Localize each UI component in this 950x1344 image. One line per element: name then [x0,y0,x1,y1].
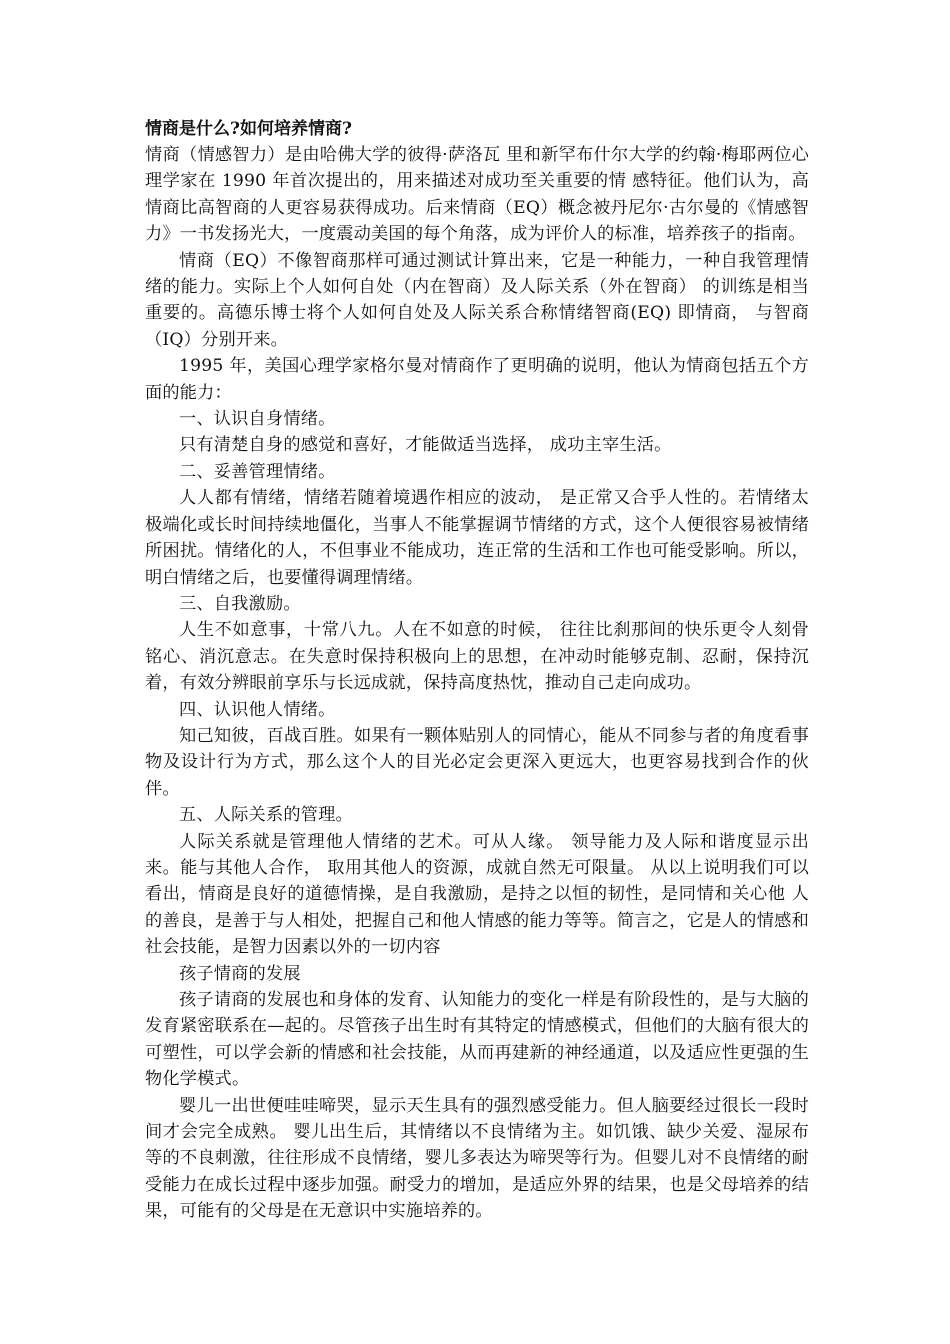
paragraph-intro: 情商（情感智力）是由哈佛大学的彼得·萨洛瓦 里和新罕布什尔大学的约翰·梅耶两位心理学家在 1990 年首次提出的，用来描述对成功至关重要的情 感特征。他们认为，高情商比高智商的人更容易获得成功。后来情商（EQ）概念被丹尼尔·古尔曼的《情感智力》一书发扬光大，一度震动美国的每个角落，成为评价人的标准，培养孩子的指南。 [145,145,809,245]
paragraph-section-4: 知己知彼，百战百胜。如果有一颗体贴别人的同情心，能从不同参与者的角度看事物及设计行为方式，那么这个人的目光必定会更深入更远大，也更容易找到合作的伙伴。 [145,725,809,799]
paragraph-section-1: 只有清楚自身的感觉和喜好，才能做适当选择， 成功主宰生活。 [179,435,672,456]
paragraph-section-3: 人生不如意事，十常八九。人在不如意的时候， 往往比刹那间的快乐更令人刻骨铭心、消沉意志。在失意时保持积极向上的思想，在冲动时能够克制、忍耐，保持沉着，有效分辨眼前享乐与长远成就，保持高度热忱，推动自己走向成功。 [145,620,809,694]
section-heading-4: 四、认识他人情绪。 [179,699,336,720]
paragraph-infant: 婴儿一出世便哇哇啼哭，显示天生具有的强烈感受能力。但人脑要经过很长一段时间才会完全成熟。 婴儿出生后，其情绪以不良情绪为主。如饥饿、缺少关爱、湿尿布等的不良刺激，往往形成不良情绪，婴儿多表达为啼哭等行为。但婴儿对不良情绪的耐受能力在成长过程中逐步加强。耐受力的增加，是适应外界的结果，也是父母培养的结果，可能有的父母是在无意识中实施培养的。 [145,1095,809,1222]
document-page [145,116,809,1225]
section-heading-3: 三、自我激励。 [179,593,301,614]
section-heading-1: 一、认识自身情绪。 [179,409,336,430]
section-heading-5: 五、人际关系的管理。 [179,805,353,826]
paragraph-eq-ability: 情商（EQ）不像智商那样可通过测试计算出来，它是一种能力，一种自我管理情绪的能力。实际上个人如何自处（内在智商）及人际关系（外在智商） 的训练是相当重要的。高德乐博士将个人如何自处及人际关系合称情绪智商(EQ) 即情商， 与智商（IQ）分别开来。 [145,250,809,350]
document-title: 情商是什么?如何培养情商? [145,119,352,139]
section-heading-2: 二、妥善管理情绪。 [179,461,336,482]
paragraph-child-eq: 孩子请商的发展也和身体的发育、认知能力的变化一样是有阶段性的，是与大脑的发育紧密联系在—起的。尽管孩子出生时有其特定的情感模式，但他们的大脑有很大的可塑性，可以学会新的情感和社会技能，从而再建新的神经通道，以及适应性更强的生物化学模式。 [145,990,809,1090]
paragraph-1995: 1995 年，美国心理学家格尔曼对情商作了更明确的说明，他认为情商包括五个方面的能力： [145,356,809,403]
section-heading-child-eq: 孩子情商的发展 [179,963,301,984]
paragraph-section-2: 人人都有情绪，情绪若随着境遇作相应的波动， 是正常又合乎人性的。若情绪太极端化或长时间持续地僵化，当事人不能掌握调节情绪的方式，这个人便很容易被情绪所困扰。情绪化的人，不但事业不能成功，连正常的生活和工作也可能受影响。所以，明白情绪之后，也要懂得调理情绪。 [145,488,809,588]
paragraph-section-5: 人际关系就是管理他人情绪的艺术。可从人缘。 领导能力及人际和谐度显示出来。能与其他人合作， 取用其他人的资源，成就自然无可限量。 从以上说明我们可以看出，情商是良好的道德情操，是自我激励，是持之以恒的韧性，是同情和关心他 人的善良，是善于与人相处，把握自己和他人情感的能力等等。简言之，它是人的情感和社会技能，是智力因素以外的一切内容 [145,831,809,958]
